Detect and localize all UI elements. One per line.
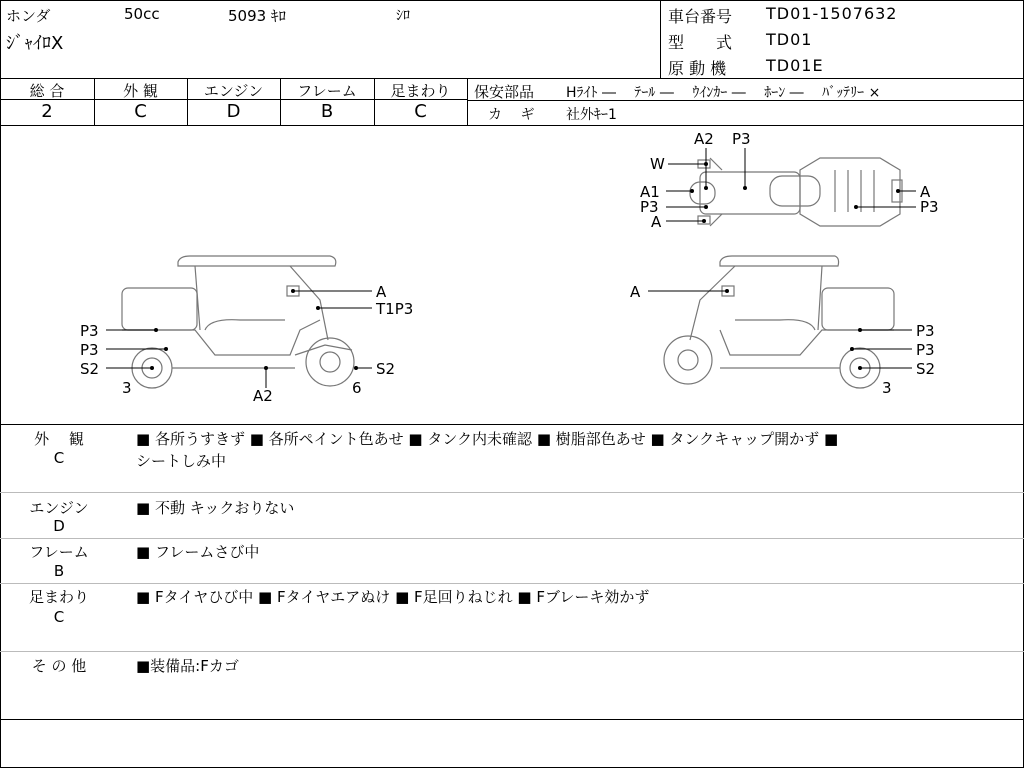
remarks-line-1	[0, 492, 1024, 493]
type-value: TD01	[766, 30, 813, 49]
displacement: 50cc	[124, 5, 160, 23]
grade-label-suspension: 足まわり	[390, 82, 451, 100]
grade-value-total: 2	[41, 101, 53, 122]
grade-value-suspension: C	[414, 101, 427, 122]
remarks-bottom-line	[0, 719, 1024, 720]
remarks-line-4	[0, 651, 1024, 652]
grade-label-total: 総 合	[29, 82, 65, 100]
safety-label: 保安部品	[474, 83, 535, 101]
header-divider	[660, 0, 661, 78]
label-right-3: 3	[882, 379, 892, 397]
label-left-s2a: S2	[80, 360, 100, 378]
frame-no: TD01-1507632	[766, 4, 898, 23]
mileage: 5093 ｷﾛ	[228, 7, 286, 25]
remark-label-suspension: 足まわり	[28, 588, 89, 606]
label-left-a2: A2	[253, 387, 273, 405]
remarks-top-line	[0, 424, 1024, 425]
grade-value-engine: D	[226, 101, 241, 122]
grade-value-frame: B	[320, 101, 334, 122]
grade-label-exterior: 外 観	[123, 82, 158, 100]
label-left-6: 6	[352, 379, 362, 397]
scooter-top-view	[690, 158, 902, 226]
label-right-p3a: P3	[916, 322, 935, 340]
maker: ホンダ	[6, 7, 51, 25]
label-right-s2: S2	[916, 360, 936, 378]
scooter-left-view	[122, 256, 354, 388]
label-left-a: A	[376, 283, 387, 301]
color: ｼﾛ	[396, 8, 410, 24]
remark-text-engine: ■ 不動 キックおりない	[136, 499, 295, 517]
label-left-s2b: S2	[376, 360, 396, 378]
remark-label-engine: エンジン	[29, 499, 89, 517]
key-value: 社外ｷｰ1	[566, 107, 617, 123]
safety-items: Hﾗｲﾄ ― ﾃｰﾙ ― ｳｲﾝｶｰ ― ﾎｰﾝ ― ﾊﾞｯﾃﾘｰ ×	[566, 85, 881, 101]
label-top-a-right: A	[920, 183, 931, 201]
label-left-p3b: P3	[80, 341, 99, 359]
label-top-w: W	[650, 155, 665, 173]
damage-diagram	[0, 126, 1024, 422]
label-top-a2: A2	[694, 130, 714, 148]
grade-value-exterior: C	[134, 101, 147, 122]
remark-grade-exterior: C	[53, 449, 65, 467]
model-name: ｼﾞｬｲﾛX	[6, 33, 64, 54]
remark-grade-frame: B	[53, 562, 65, 580]
remark-label-other: そ の 他	[31, 657, 87, 675]
remark-text-suspension: ■ Fタイヤひび中 ■ Fタイヤエアぬけ ■ F足回りねじれ ■ Fブレーキ効かず	[136, 588, 650, 606]
label-top-p3: P3	[732, 130, 751, 148]
remarks-line-2	[0, 538, 1024, 539]
label-top-p3-right: P3	[920, 198, 939, 216]
label-top-a1: A1	[640, 183, 660, 201]
grade-sep-5	[467, 78, 468, 125]
label-left-p3a: P3	[80, 322, 99, 340]
label-left-t1p3: T1P3	[376, 300, 414, 318]
grade-top-line	[0, 78, 1024, 79]
remark-grade-suspension: C	[53, 608, 65, 626]
remark-text-exterior: ■ 各所うすきず ■ 各所ペイント色あせ ■ タンク内未確認 ■ 樹脂部色あせ ■ タンクキャップ開かず ■	[136, 430, 839, 448]
grade-label-frame: フレーム	[297, 82, 357, 100]
label-top-p3b: P3	[640, 198, 659, 216]
label-top-a: A	[651, 213, 662, 231]
label-right-a: A	[630, 283, 641, 301]
key-label: カ ギ	[488, 107, 535, 123]
remark-text-frame: ■ フレームさび中	[136, 543, 260, 561]
frame-no-label: 車台番号	[668, 7, 733, 26]
remark-label-exterior: 外 観	[34, 430, 84, 448]
remarks-line-3	[0, 583, 1024, 584]
grade-label-engine: エンジン	[203, 82, 264, 100]
type-label: 型 式	[668, 33, 733, 52]
remark-label-frame: フレーム	[29, 543, 89, 561]
engine-label: 原 動 機	[668, 59, 727, 78]
remark-grade-engine: D	[53, 517, 65, 535]
remark-text-other: ■装備品:Fカゴ	[136, 657, 239, 675]
remark-text-exterior-2: シートしみ中	[136, 452, 227, 470]
engine-value: TD01E	[766, 56, 824, 75]
label-left-3: 3	[122, 379, 132, 397]
label-right-p3b: P3	[916, 341, 935, 359]
